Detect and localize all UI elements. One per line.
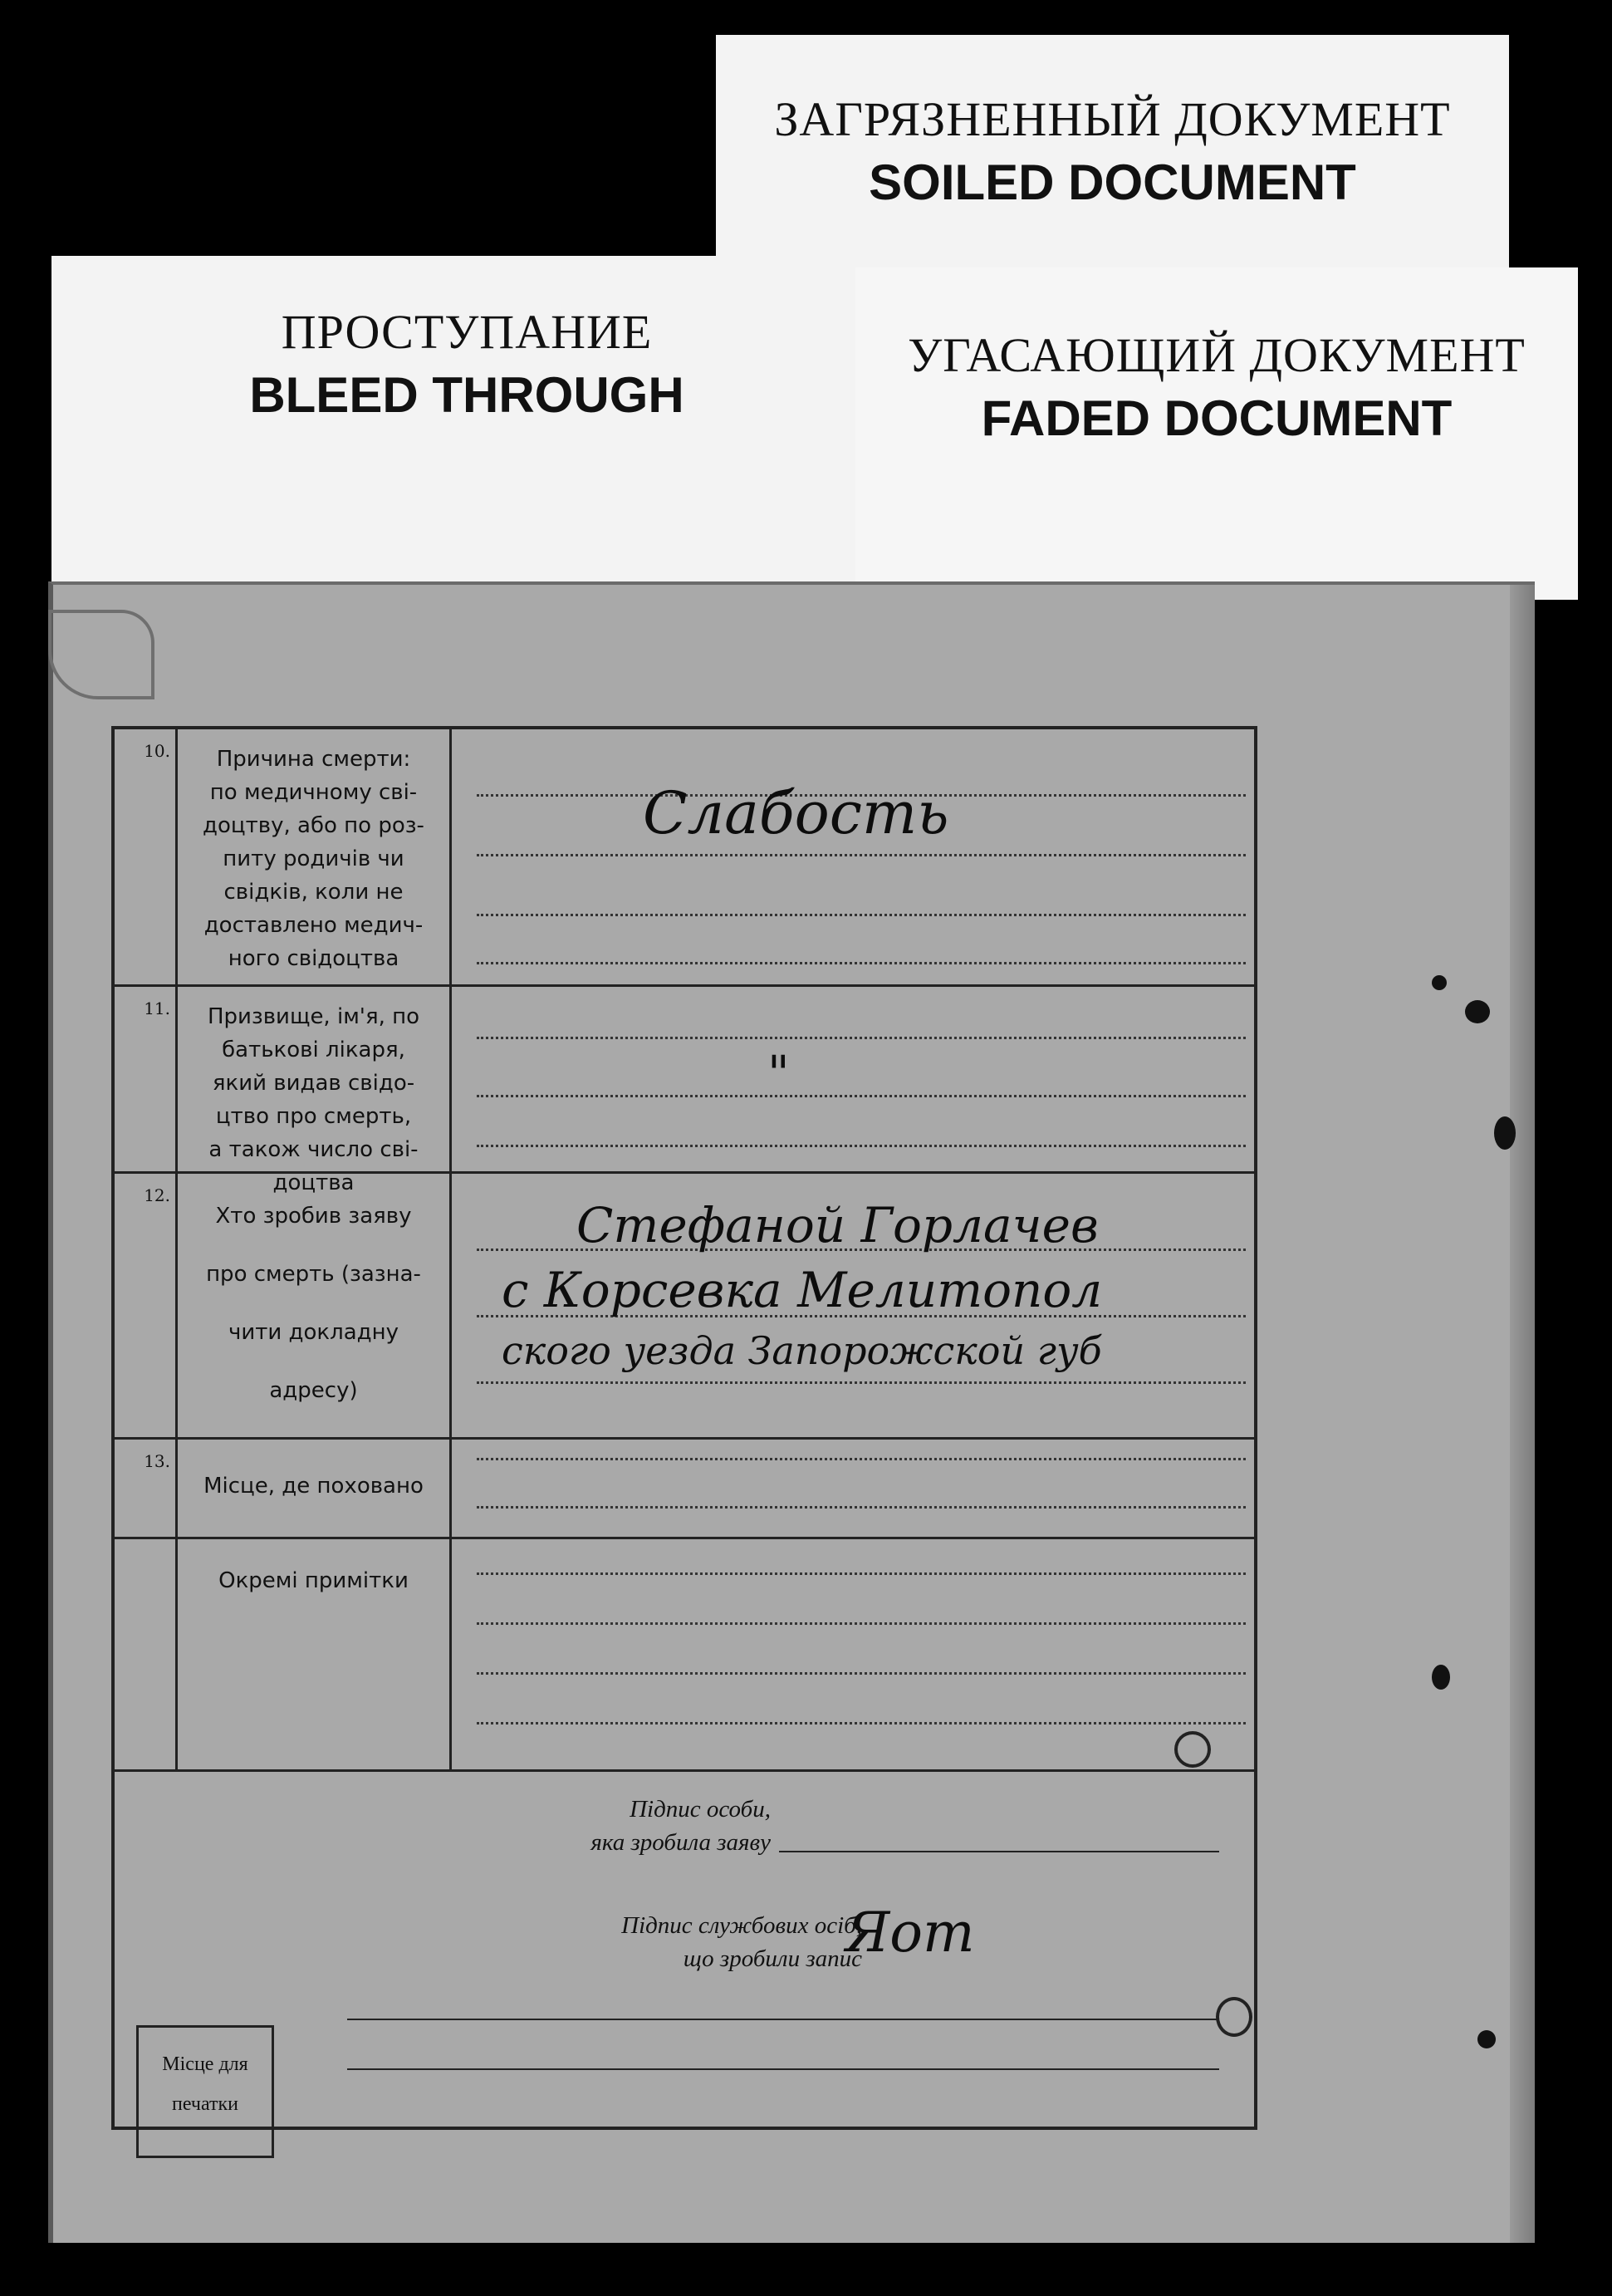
row-answer-area [452, 1440, 1254, 1537]
dotted-line [477, 1572, 1246, 1575]
handwritten-declarant-name: Стефаной Горлачев [576, 1197, 1099, 1253]
page-edge [1510, 585, 1535, 2243]
row-answer-area [452, 729, 1254, 984]
dotted-line [477, 1506, 1246, 1509]
dotted-line [477, 1672, 1246, 1675]
row-question: Призвище, ім'я, по батькові лікаря, який видав свідо- цтво про смерть, а також число сві- доцтва [178, 987, 452, 1171]
bleed-label-en: BLEED THROUGH [249, 367, 684, 423]
dotted-line [477, 1722, 1246, 1724]
declarant-signature-line [779, 1851, 1219, 1852]
row-question: Місце, де поховано [178, 1440, 452, 1537]
row-answer-area [452, 1174, 1254, 1437]
officials-signature: Яот [845, 1901, 975, 1965]
row-answer-area [452, 987, 1254, 1171]
officials-signature-label: Підпис службових осіб, що зробили запис [621, 1912, 862, 1972]
stain-spot [1432, 975, 1447, 990]
handwritten-cause: Слабость [643, 779, 949, 847]
handwritten-declarant-district: ского уезда Запорожской губ [502, 1328, 1102, 1373]
faded-label-en: FADED DOCUMENT [981, 390, 1453, 446]
stain-spot [1477, 2030, 1496, 2048]
row-number [115, 1539, 178, 1769]
row-question: Хто зробив заяву про смерть (зазна- чити докладну адресу) [178, 1174, 452, 1437]
signature-line [347, 2019, 1219, 2020]
dotted-line [477, 1095, 1246, 1097]
row-answer-area [452, 1539, 1254, 1769]
dotted-line [477, 1458, 1246, 1460]
punch-hole [1174, 1731, 1211, 1768]
record-form-table [111, 726, 1257, 2130]
row-number: 12. [115, 1174, 178, 1437]
handwritten-ditto: " [767, 1045, 790, 1101]
stain-spot [1494, 1116, 1516, 1150]
form-row-burial-place [115, 1440, 1254, 1539]
soiled-document-label [716, 35, 1509, 284]
punch-hole [1216, 1997, 1252, 2037]
form-row-cause-of-death [115, 729, 1254, 987]
soiled-label-ru: ЗАГРЯЗНЕННЫЙ ДОКУМЕНТ [774, 92, 1451, 146]
row-question: Окремі примітки [178, 1539, 452, 1769]
handwritten-declarant-village: с Корсевка Мелитопол [502, 1262, 1103, 1318]
row-number: 10. [115, 729, 178, 984]
row-number: 13. [115, 1440, 178, 1537]
row-number: 11. [115, 987, 178, 1171]
dotted-line [477, 1037, 1246, 1039]
row-question: Причина смерти: по медичному сві- доцтву, або по роз- питу родичів чи свідків, коли не доставлено медич- ного свідоцтва [178, 729, 452, 984]
stain-spot [1465, 1000, 1490, 1023]
form-row-notes [115, 1539, 1254, 1772]
stamp-placeholder-box: Місце для печатки [136, 2025, 274, 2158]
signature-line [347, 2068, 1219, 2070]
form-row-declarant [115, 1174, 1254, 1440]
dotted-line [477, 914, 1246, 916]
dotted-line [477, 1381, 1246, 1384]
dotted-line [477, 962, 1246, 964]
declarant-signature-label: Підпис особи, яка зробила заяву [590, 1796, 771, 1856]
bleed-through-label [51, 256, 882, 621]
dotted-line [477, 1145, 1246, 1147]
folded-corner [48, 610, 154, 699]
signature-section [115, 1796, 1254, 2133]
bleed-label-ru: ПРОСТУПАНИЕ [281, 305, 653, 359]
stain-spot [1432, 1665, 1450, 1690]
death-record-page [48, 581, 1535, 2243]
dotted-line [477, 854, 1246, 856]
faded-document-label [855, 267, 1578, 600]
soiled-label-en: SOILED DOCUMENT [869, 155, 1356, 210]
dotted-line [477, 1622, 1246, 1625]
faded-label-ru: УГАСАЮЩИЙ ДОКУМЕНТ [908, 328, 1526, 382]
